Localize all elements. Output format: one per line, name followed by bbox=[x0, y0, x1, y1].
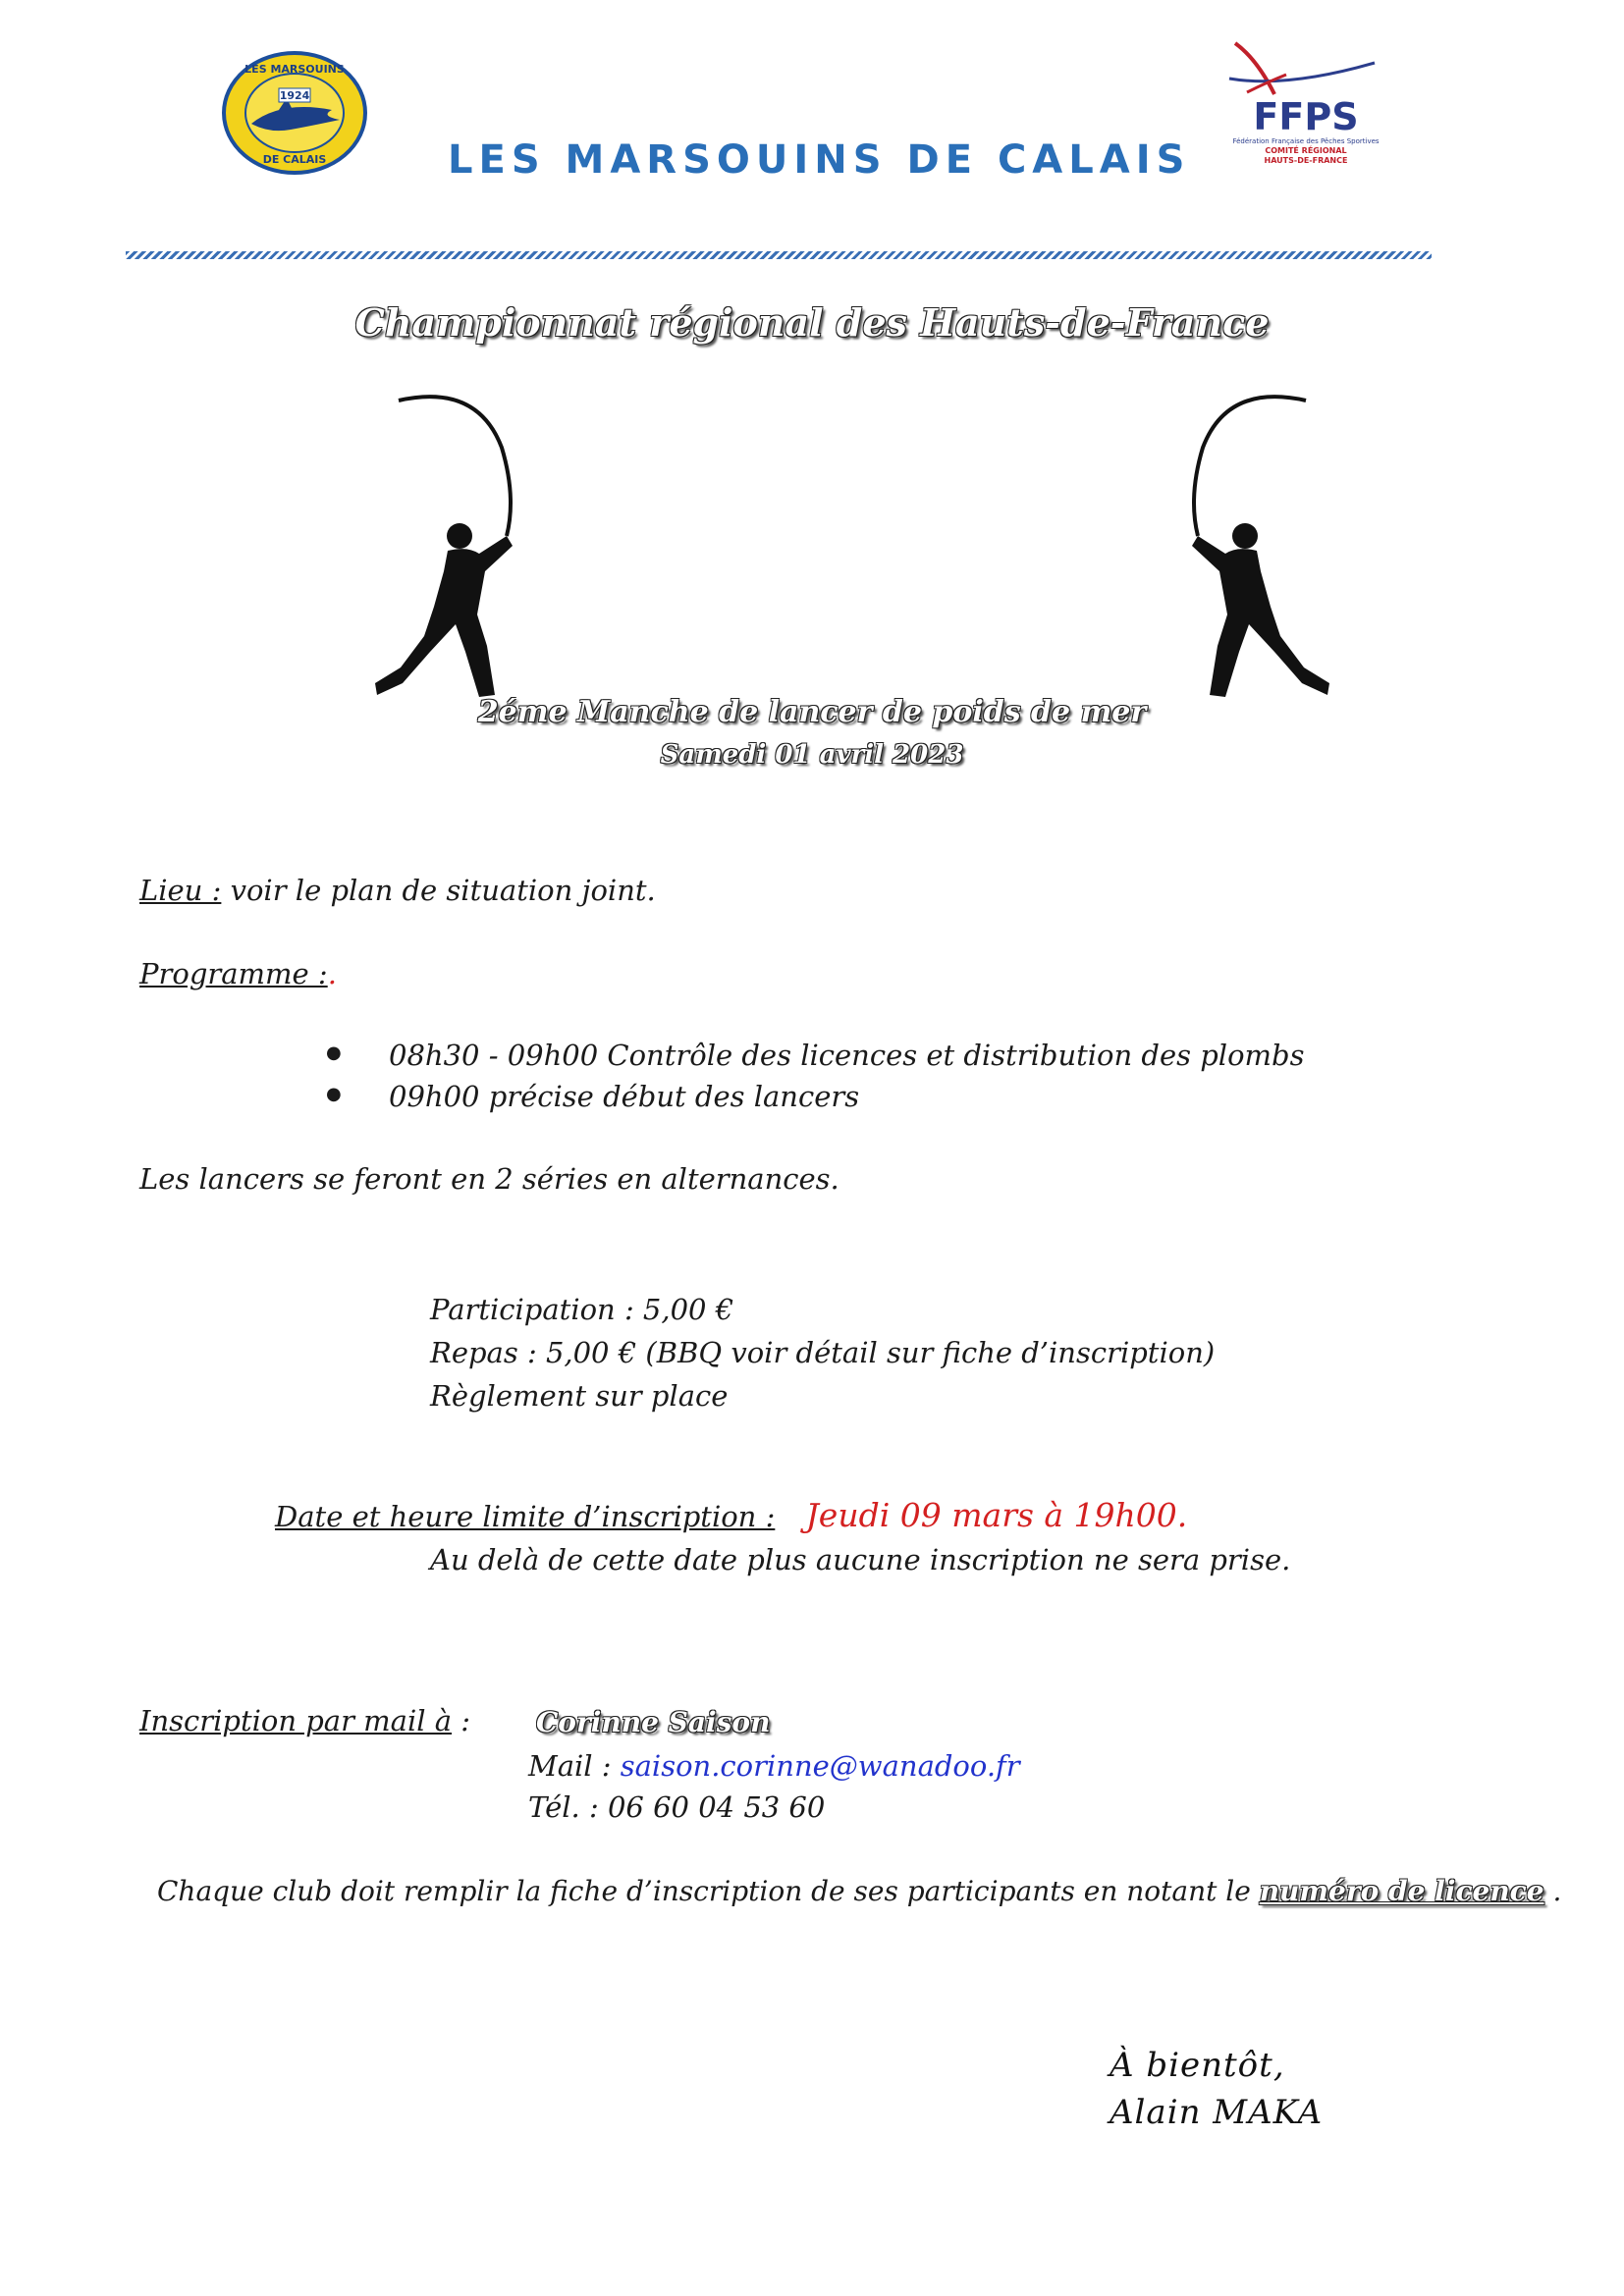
licence-emphasis: numéro de licence bbox=[1259, 1875, 1544, 1907]
closing-signature: Alain MAKA bbox=[1110, 2093, 1324, 2132]
deadline-label: Date et heure limite d’inscription : bbox=[275, 1500, 776, 1533]
svg-text:DE CALAIS: DE CALAIS bbox=[262, 153, 327, 166]
club-notice-end: . bbox=[1543, 1875, 1562, 1907]
svg-text:FFPS: FFPS bbox=[1253, 95, 1359, 138]
programme-label: Programme : bbox=[139, 957, 328, 990]
programme-heading bbox=[139, 957, 337, 990]
mail-label: Mail : bbox=[528, 1749, 621, 1783]
lieu-line bbox=[139, 874, 656, 907]
club-name: LES MARSOUINS DE CALAIS bbox=[448, 137, 1191, 183]
fee-reglement: Règlement sur place bbox=[430, 1379, 729, 1413]
event-date: Samedi 01 avril 2023 bbox=[660, 740, 964, 770]
fee-participation: Participation : 5,00 € bbox=[430, 1293, 734, 1326]
header-divider bbox=[126, 251, 1432, 259]
svg-text:1924: 1924 bbox=[279, 89, 310, 102]
programme-list bbox=[365, 1035, 1304, 1117]
email-link[interactable]: saison.corinne@wanadoo.fr bbox=[620, 1749, 1020, 1783]
fisherman-right-icon bbox=[1168, 389, 1335, 713]
deadline-line bbox=[275, 1496, 1187, 1534]
svg-text:LES MARSOUINS: LES MARSOUINS bbox=[244, 63, 345, 76]
closing-greeting: À bientôt, bbox=[1110, 2046, 1285, 2085]
programme-suffix: . bbox=[327, 957, 337, 990]
svg-text:HAUTS-DE-FRANCE: HAUTS-DE-FRANCE bbox=[1264, 156, 1348, 165]
contact-mail-line bbox=[528, 1749, 1020, 1783]
page-title: Championnat régional des Hauts-de-France bbox=[354, 300, 1270, 345]
contact-label-line bbox=[139, 1704, 470, 1737]
event-name: 2éme Manche de lancer de poids de mer bbox=[477, 695, 1147, 729]
svg-text:COMITÉ RÉGIONAL: COMITÉ RÉGIONAL bbox=[1265, 146, 1347, 155]
club-notice bbox=[157, 1875, 1561, 1907]
closing-block bbox=[1110, 2042, 1323, 2136]
contact-tel: Tél. : 06 60 04 53 60 bbox=[528, 1790, 826, 1824]
deadline-value: Jeudi 09 mars à 19h00. bbox=[805, 1496, 1188, 1534]
series-note: Les lancers se feront en 2 séries en alternances. bbox=[139, 1162, 839, 1196]
fees-block bbox=[430, 1288, 1215, 1417]
contact-name: Corinne Saison bbox=[536, 1706, 771, 1738]
list-item: ● 09h00 précise début des lancers bbox=[365, 1076, 1304, 1117]
list-item: ● 08h30 - 09h00 Contrôle des licences et distribution des plombs bbox=[365, 1035, 1304, 1076]
deadline-note: Au delà de cette date plus aucune inscription ne sera prise. bbox=[430, 1543, 1291, 1576]
ffps-logo bbox=[1227, 39, 1384, 172]
contact-label: Inscription par mail à bbox=[139, 1704, 453, 1737]
lieu-label: Lieu : bbox=[139, 874, 222, 907]
svg-text:Fédération Française des Pêche: Fédération Française des Pêches Sportives bbox=[1232, 137, 1380, 145]
contact-colon: : bbox=[452, 1704, 471, 1737]
fisherman-left-icon bbox=[369, 389, 536, 713]
club-logo bbox=[222, 51, 367, 175]
fee-repas: Repas : 5,00 € (BBQ voir détail sur fiche d’inscription) bbox=[430, 1336, 1216, 1369]
lieu-value: voir le plan de situation joint. bbox=[221, 874, 656, 907]
club-notice-text: Chaque club doit remplir la fiche d’inscription de ses participants en notant le bbox=[157, 1875, 1260, 1907]
